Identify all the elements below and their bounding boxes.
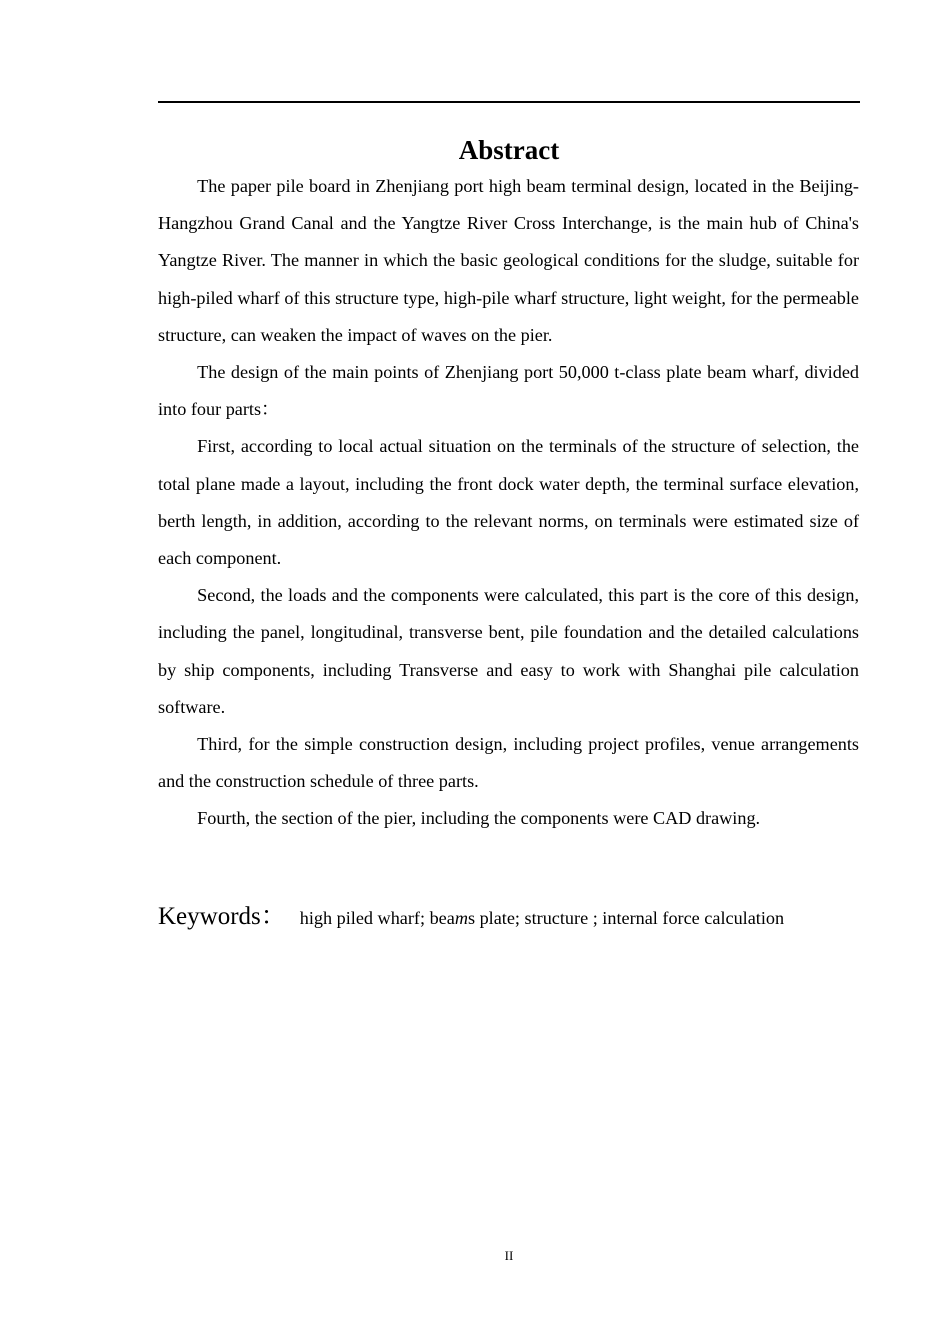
abstract-body [158, 168, 859, 838]
abstract-paragraph: First, according to local actual situation on the terminals of the structure of selection, the total plane made a layout, including the front dock water depth, the terminal surface elevation, berth length, in addition, according to the relevant norms, on terminals were estimated size of each component. [158, 436, 859, 569]
page-number: II [504, 1248, 514, 1263]
abstract-title: Abstract [458, 135, 560, 165]
keywords-text-part: s plate; structure ; internal force calculation [467, 908, 785, 928]
keywords-text-italic: m [454, 908, 468, 928]
abstract-paragraph: Second, the loads and the components were calculated, this part is the core of this design, including the panel, longitudinal, transverse bent, pile foundation and the detailed calculations by ship components, including Transverse and easy to work with Shanghai pile calculation software. [158, 585, 859, 717]
abstract-paragraph: The paper pile board in Zhenjiang port high beam terminal design, located in the Beijing-Hangzhou Grand Canal and the Yangtze River Cross Interchange, is the main hub of China's Yangtze River. The manner in which the basic geological conditions for the sludge, suitable for high-piled wharf of this structure type, high-pile wharf structure, light weight, for the permeable structure, can weaken the impact of waves on the pier. [158, 176, 859, 345]
keywords-label: Keywords： [158, 903, 286, 930]
header-rule [158, 101, 860, 103]
keywords-text-part: high piled wharf; bea [299, 908, 455, 928]
keywords-text [300, 908, 784, 928]
abstract-paragraph: Third, for the simple construction design, including project profiles, venue arrangements and the construction schedule of three parts. [158, 734, 859, 792]
abstract-paragraph: The design of the main points of Zhenjiang port 50,000 t-class plate beam wharf, divided into four parts： [158, 362, 859, 420]
keywords-line [158, 896, 860, 932]
abstract-paragraph: Fourth, the section of the pier, including the components were CAD drawing. [197, 808, 761, 829]
